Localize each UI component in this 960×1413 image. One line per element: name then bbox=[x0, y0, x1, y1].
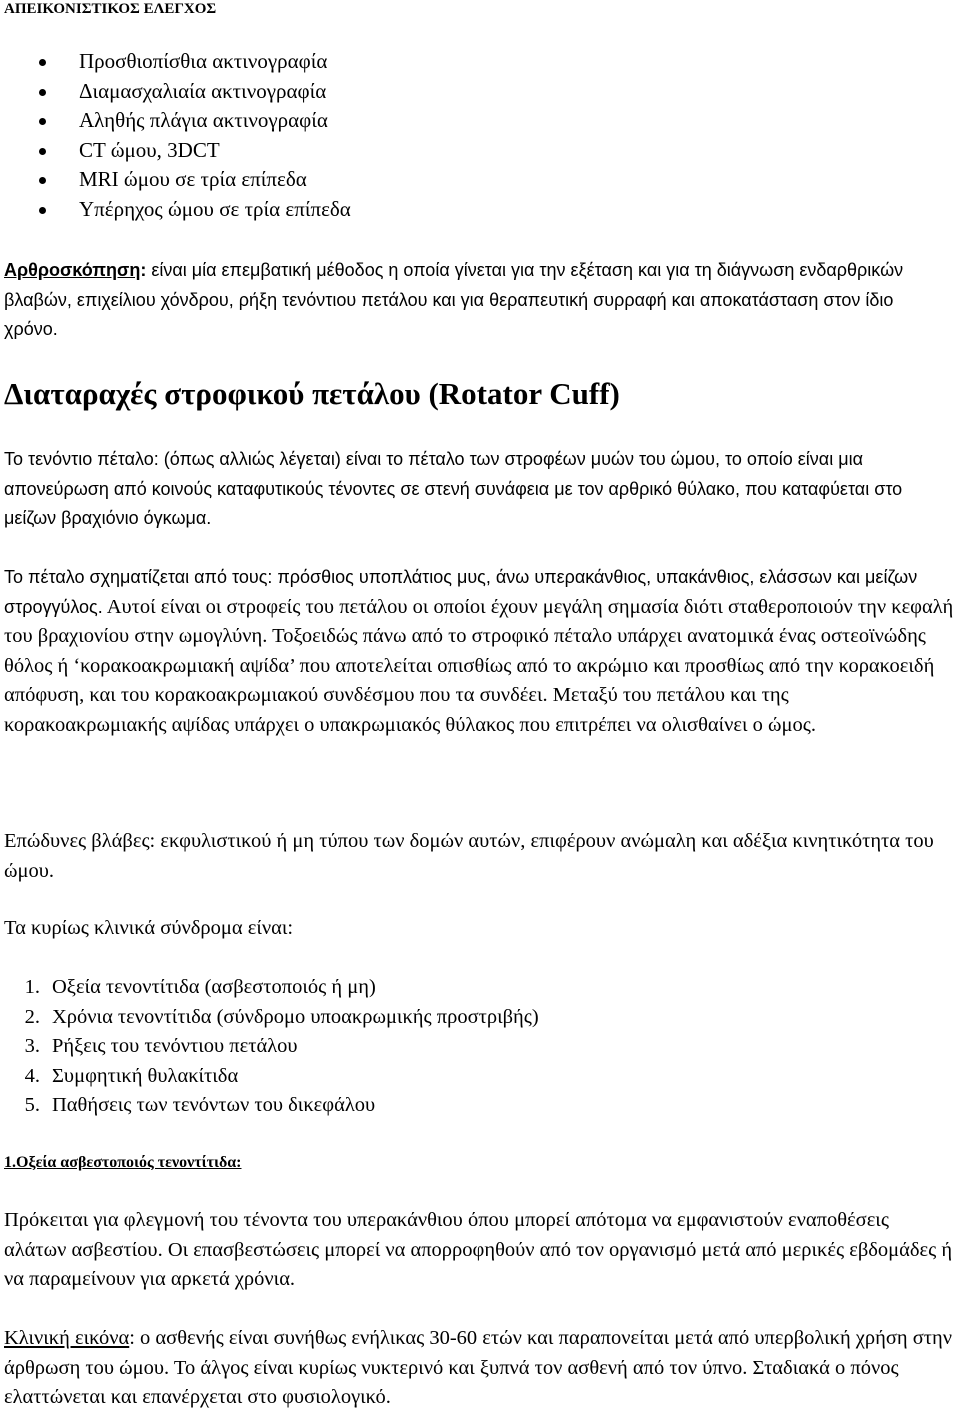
list-item bbox=[0, 106, 351, 136]
list-item bbox=[0, 973, 539, 1003]
bullet-icon bbox=[39, 148, 46, 155]
bullet-icon bbox=[39, 59, 46, 66]
arthroscopy-paragraph bbox=[4, 256, 949, 345]
bullet-icon bbox=[39, 118, 46, 125]
rotator-cuff-definition: Το τενόντιο πέταλο: (όπως αλλιώς λέγεται) είναι το πέταλο των στροφέων μυών του ώμου, το οποίο είναι μια απονεύρωση από κοινούς καταφυτικούς τένοντες σε στενή συνάφεια με τον αρθρικό θύλακο, που καταφύεται στο μείζων βραχιόνιο όγκωμα. bbox=[4, 449, 903, 528]
list-item bbox=[0, 47, 351, 77]
list-item-label: MRI ώμου σε τρία επίπεδα bbox=[79, 167, 307, 191]
arthroscopy-term: Αρθροσκόπηση bbox=[4, 260, 141, 280]
list-item bbox=[0, 136, 351, 166]
syndromes-intro: Τα κυρίως κλινικά σύνδρομα είναι: bbox=[4, 917, 294, 939]
list-item bbox=[0, 77, 351, 107]
list-item-label: Συμφητική θυλακίτιδα bbox=[52, 1064, 239, 1087]
list-item-number: 5. bbox=[24, 1094, 40, 1116]
list-item bbox=[0, 165, 351, 195]
painful-lesions-paragraph: Επώδυνες βλάβες: εκφυλιστικού ή μη τύπου των δομών αυτών, επιφέρουν ανώμαλη και αδέξια κινητικότητα του ώμου. bbox=[4, 830, 934, 882]
arthroscopy-text: είναι μία επεμβατική μέθοδος η οποία γίνεται για την εξέταση και για τη διάγνωση ενδαρθρικών βλαβών, επιχείλιου χόνδρου, ρήξη τενόντιου πετάλου και για θεραπευτική συρραφή και αποκατάσταση στον ίδιο χρόνο. bbox=[4, 260, 904, 339]
list-item-number: 3. bbox=[24, 1035, 40, 1057]
calcific-tendinitis-paragraph: Πρόκειται για φλεγμονή του τένοντα του υπερακάνθιου όπου μπορεί απότομα να εμφανιστούν εναποθέσεις αλάτων ασβεστίου. Οι επασβεστώσεις μπορεί να απορροφηθούν από τον οργανισμό μετά από μερικές εβδομάδες ή να παραμείνουν για αρκετά χρόνια. bbox=[4, 1209, 953, 1290]
list-item bbox=[0, 1032, 539, 1062]
list-item-label: Χρόνια τενοντίτιδα (σύνδρομο υποακρωμικής προστριβής) bbox=[52, 1005, 539, 1028]
list-item-number: 2. bbox=[24, 1005, 40, 1028]
bullet-icon bbox=[39, 177, 46, 184]
list-item-label: Παθήσεις των τενόντων του δικεφάλου bbox=[52, 1094, 376, 1116]
anatomy-muscles-text: Το πέταλο σχηματίζεται από τους: πρόσθιος υποπλάτιος μυς, άνω υπερακάνθιος, υπακάνθιος, ελάσσων και μείζων στρογγύλος. bbox=[4, 567, 918, 617]
list-item-number: 1. bbox=[24, 976, 40, 998]
list-item-label: CT ώμου, 3DCT bbox=[79, 137, 220, 162]
list-item-number: 4. bbox=[24, 1064, 40, 1087]
list-item bbox=[0, 1003, 539, 1033]
clinical-picture-paragraph bbox=[4, 1324, 954, 1413]
list-item-label: Προσθιοπίσθια ακτινογραφία bbox=[79, 49, 328, 73]
list-item bbox=[0, 1062, 539, 1092]
bullet-icon bbox=[39, 207, 46, 214]
list-item-label: Αληθής πλάγια ακτινογραφία bbox=[79, 108, 328, 132]
list-item-label: Οξεία τενοντίτιδα (ασβεστοποιός ή μη) bbox=[52, 976, 376, 998]
arthroscopy-colon: : bbox=[140, 260, 147, 280]
imaging-list bbox=[0, 47, 351, 224]
rotator-cuff-anatomy bbox=[4, 563, 954, 740]
list-item-label: Διαμασχαλιαία ακτινογραφία bbox=[79, 78, 327, 103]
clinical-picture-term: Κλινική εικόνα bbox=[4, 1327, 130, 1349]
bullet-icon bbox=[39, 89, 46, 96]
page-title: ΑΠΕΙΚΟΝΙΣΤΙΚΟΣ ΕΛΕΓΧΟΣ bbox=[4, 1, 217, 17]
list-item-label: Υπέρηχος ώμου σε τρία επίπεδα bbox=[79, 196, 351, 221]
subsection-heading: 1.Οξεία ασβεστοποιός τενοντίτιδα: bbox=[4, 1154, 242, 1171]
clinical-picture-text: : ο ασθενής είναι συνήθως ενήλικας 30-60 ετών και παραπονείται μετά από υπερβολική χρήση στην άρθρωση του ώμου. Το άλγος είναι κυρίως νυκτερινό και ξυπνά τον ασθενή από τον ύπνο. Σταδιακά ο πόνος ελαττώνεται και επανέρχεται στο φυσιολογικό. bbox=[4, 1327, 953, 1408]
anatomy-arch-text: Αυτοί είναι οι στροφείς του πετάλου οι οποίοι έχουν μεγάλη σημασία διότι σταθεροποιούν την κεφαλή του βραχιονίου στην ωμογλύνη. Τοξοειδώς πάνω από το στροφικό πέταλο υπάρχει ανατομικά ένας οστεοϊνώδης θόλος ή ‘κορακοακρωμιακή αψίδα’ που αποτελείται οπισθίως από το ακρώμιο και προσθίως από την κορακοειδή απόφυση, και του κορακοακρωμιακού συνδέσμου που τα συνδέει. Μεταξύ του πετάλου και της κορακοακρωμιακής αψίδας υπάρχει ο υπακρωμιακός θύλακος που επιτρέπει να ολισθαίνει ο ώμος. bbox=[4, 595, 954, 736]
list-item-label: Ρήξεις του τενόντιου πετάλου bbox=[52, 1035, 298, 1057]
section-heading: Διαταραχές στροφικού πετάλου (Rotator Cuff) bbox=[4, 376, 620, 411]
list-item bbox=[0, 195, 351, 225]
list-item bbox=[0, 1091, 539, 1121]
syndromes-list bbox=[0, 973, 539, 1121]
